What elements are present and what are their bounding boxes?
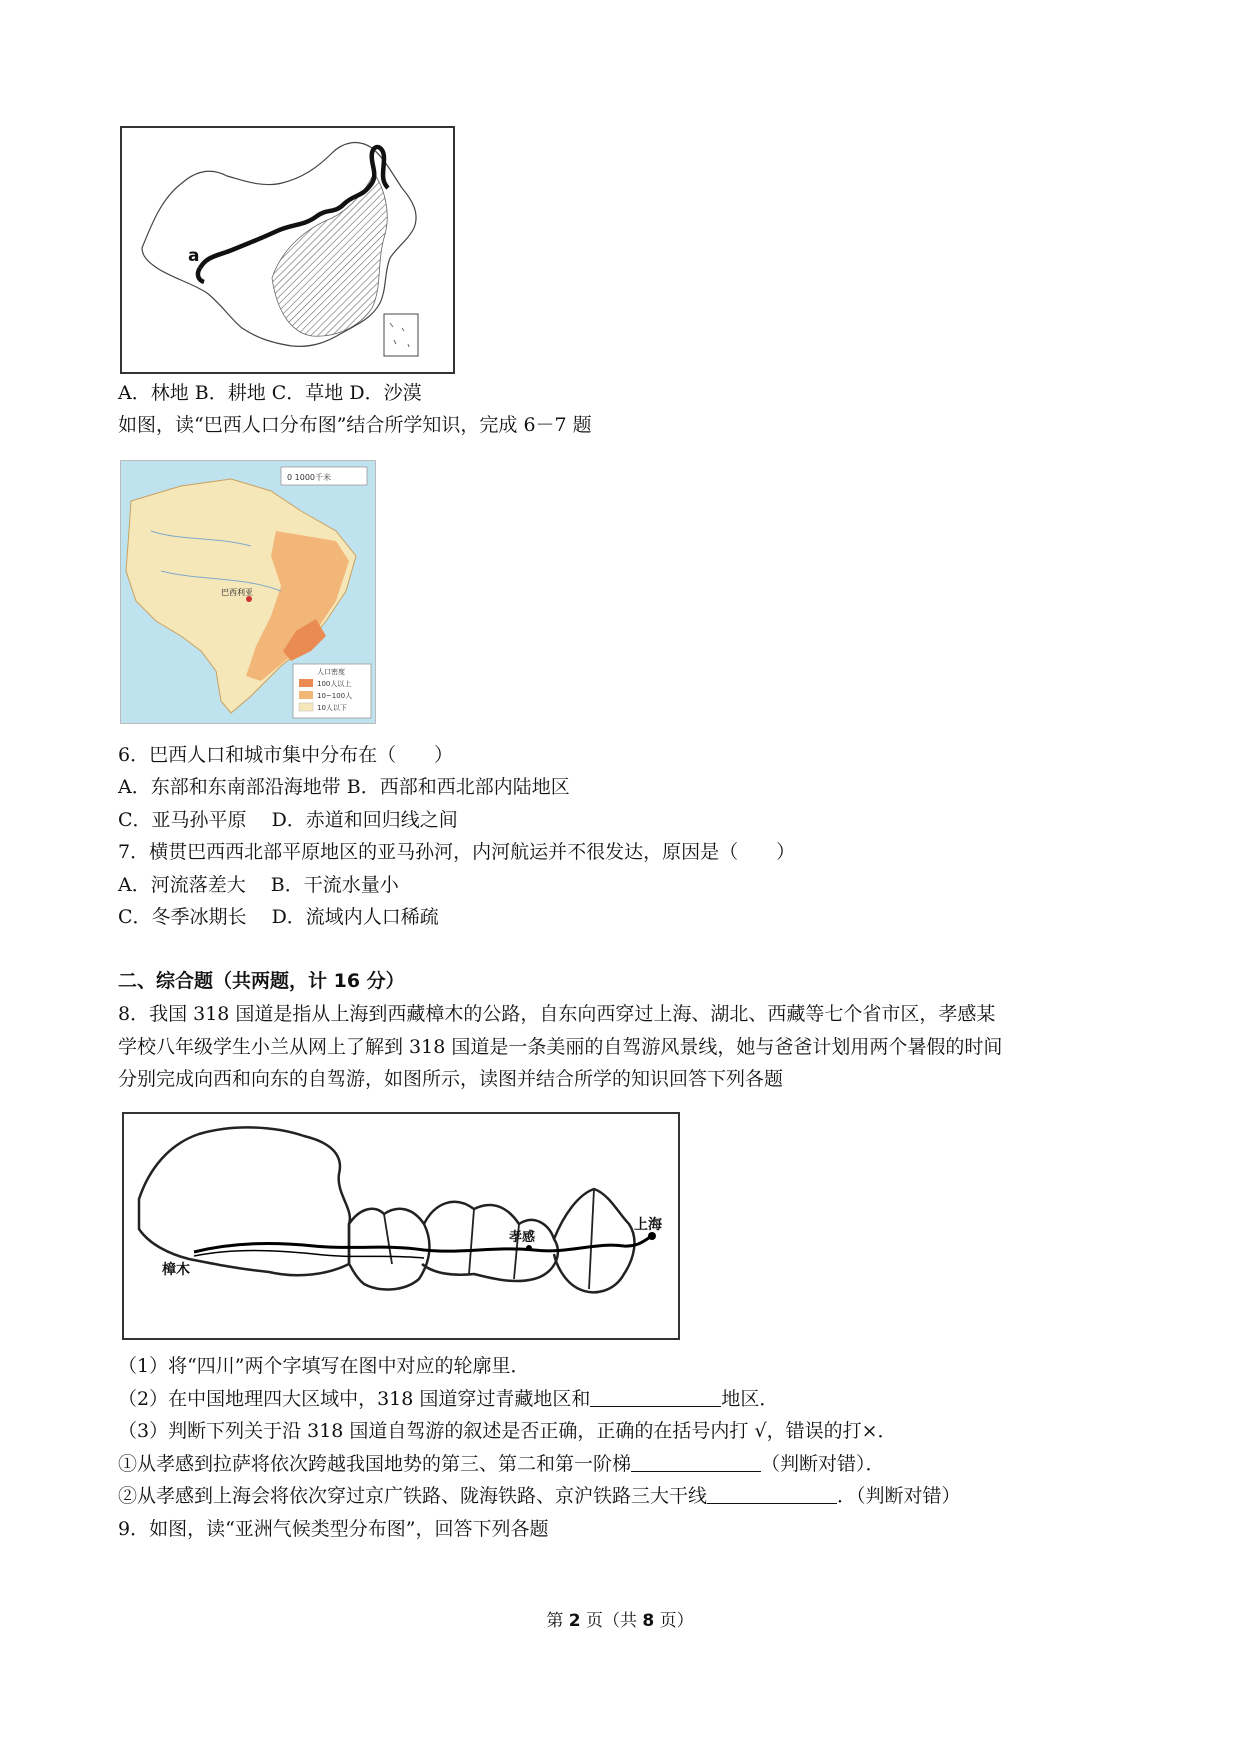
brazil-intro: 如图，读“巴西人口分布图”结合所学知识，完成 6－7 题 xyxy=(118,414,592,436)
legend-item-sparse: 10人以下 xyxy=(317,704,347,712)
q7-options-2: C．冬季冰期长 D．流域内人口稀疏 xyxy=(118,906,439,928)
footer-page-number: 2 xyxy=(568,1611,581,1631)
brazil-map-figure xyxy=(120,460,376,724)
q7-options-1: A．河流落差大 B．干流水量小 xyxy=(118,874,399,896)
q8-item1-before: ①从孝感到拉萨将依次跨越我国地势的第三、第二和第一阶梯 xyxy=(118,1453,632,1475)
q8-item2 xyxy=(118,1483,961,1509)
road-318-map-figure xyxy=(122,1112,680,1340)
q6-options-1: A．东部和东南部沿海地带 B．西部和西北部内陆地区 xyxy=(118,776,570,798)
q5-options: A．林地 B．耕地 C．草地 D．沙漠 xyxy=(118,382,422,404)
section2-title: 二、综合题（共两题，计 16 分） xyxy=(118,970,405,992)
middle-provinces-outline xyxy=(422,1202,558,1281)
q8-item2-blank[interactable] xyxy=(707,1485,837,1504)
footer-prefix: 第 xyxy=(546,1611,569,1631)
q8-stem-line1: 8．我国 318 国道是指从上海到西藏樟木的公路，自东向西穿过上海、湖北、西藏等七个省市区，孝感某 xyxy=(118,1003,996,1025)
label-shanghai: 上海 xyxy=(634,1217,662,1233)
legend-item-medium: 10~100人 xyxy=(317,692,353,700)
label-xiaogan: 孝感 xyxy=(509,1230,536,1245)
footer-total-pages: 8 xyxy=(642,1611,655,1631)
legend-title: 人口密度 xyxy=(317,668,345,676)
china-map-figure xyxy=(120,126,455,374)
q8-stem-line2: 学校八年级学生小兰从网上了解到 318 国道是一条美丽的自驾游风景线，她与爸爸计划用两个暑假的时间 xyxy=(118,1036,1003,1058)
brasilia-label: 巴西利亚 xyxy=(221,588,253,597)
q8-sub2-after: 地区． xyxy=(721,1388,779,1410)
q6-stem: 6．巴西人口和城市集中分布在（ ） xyxy=(118,744,454,766)
q8-item2-after: ．（判断对错） xyxy=(837,1485,961,1507)
label-a: a xyxy=(188,246,200,266)
q8-item1-blank[interactable] xyxy=(631,1453,761,1472)
legend-item-dense: 100人以上 xyxy=(317,680,352,688)
q8-item1 xyxy=(118,1451,885,1477)
q8-sub2-before: （2）在中国地理四大区域中，318 国道穿过青藏地区和 xyxy=(118,1388,591,1410)
q8-item1-after: （判断对错）． xyxy=(761,1453,885,1475)
q8-item2-before: ②从孝感到上海会将依次穿过京广铁路、陇海铁路、京沪铁路三大干线 xyxy=(118,1485,708,1507)
q8-sub2-blank[interactable] xyxy=(590,1388,721,1407)
shanghai-dot xyxy=(648,1232,656,1240)
q9-stem: 9．如图，读“亚洲气候类型分布图”，回答下列各题 xyxy=(118,1518,549,1540)
road-318-line xyxy=(194,1236,652,1252)
q8-sub2 xyxy=(118,1386,778,1412)
china-map-svg xyxy=(122,128,453,372)
legend-swatch-dense xyxy=(299,679,313,687)
road-318-map-svg xyxy=(124,1114,678,1338)
xiaogan-dot xyxy=(526,1245,532,1251)
q8-sub3: （3）判断下列关于沿 318 国道自驾游的叙述是否正确，正确的在括号内打 √，错误的打×． xyxy=(118,1420,897,1442)
q6-options-2: C．亚马孙平原 D．赤道和回归线之间 xyxy=(118,809,458,831)
south-sea-inset xyxy=(384,314,418,356)
q8-sub1: （1）将“四川”两个字填写在图中对应的轮廓里． xyxy=(118,1355,530,1377)
legend-swatch-medium xyxy=(299,691,313,699)
scale-label: 0 1000千米 xyxy=(287,473,331,482)
footer-middle: 页（共 xyxy=(580,1611,643,1631)
east-provinces-outline xyxy=(554,1189,634,1292)
footer-suffix: 页） xyxy=(654,1611,694,1631)
brazil-map-svg xyxy=(121,461,375,723)
legend-swatch-sparse xyxy=(299,703,313,711)
tibet-outline xyxy=(139,1127,350,1275)
page-footer xyxy=(0,1606,1240,1631)
q7-stem: 7．横贯巴西西北部平原地区的亚马孙河，内河航运并不很发达，原因是（ ） xyxy=(118,841,796,863)
label-zhangmu: 樟木 xyxy=(162,1262,190,1278)
q8-stem-line3: 分别完成向西和向东的自驾游，如图所示，读图并结合所学的知识回答下列各题 xyxy=(118,1068,784,1090)
